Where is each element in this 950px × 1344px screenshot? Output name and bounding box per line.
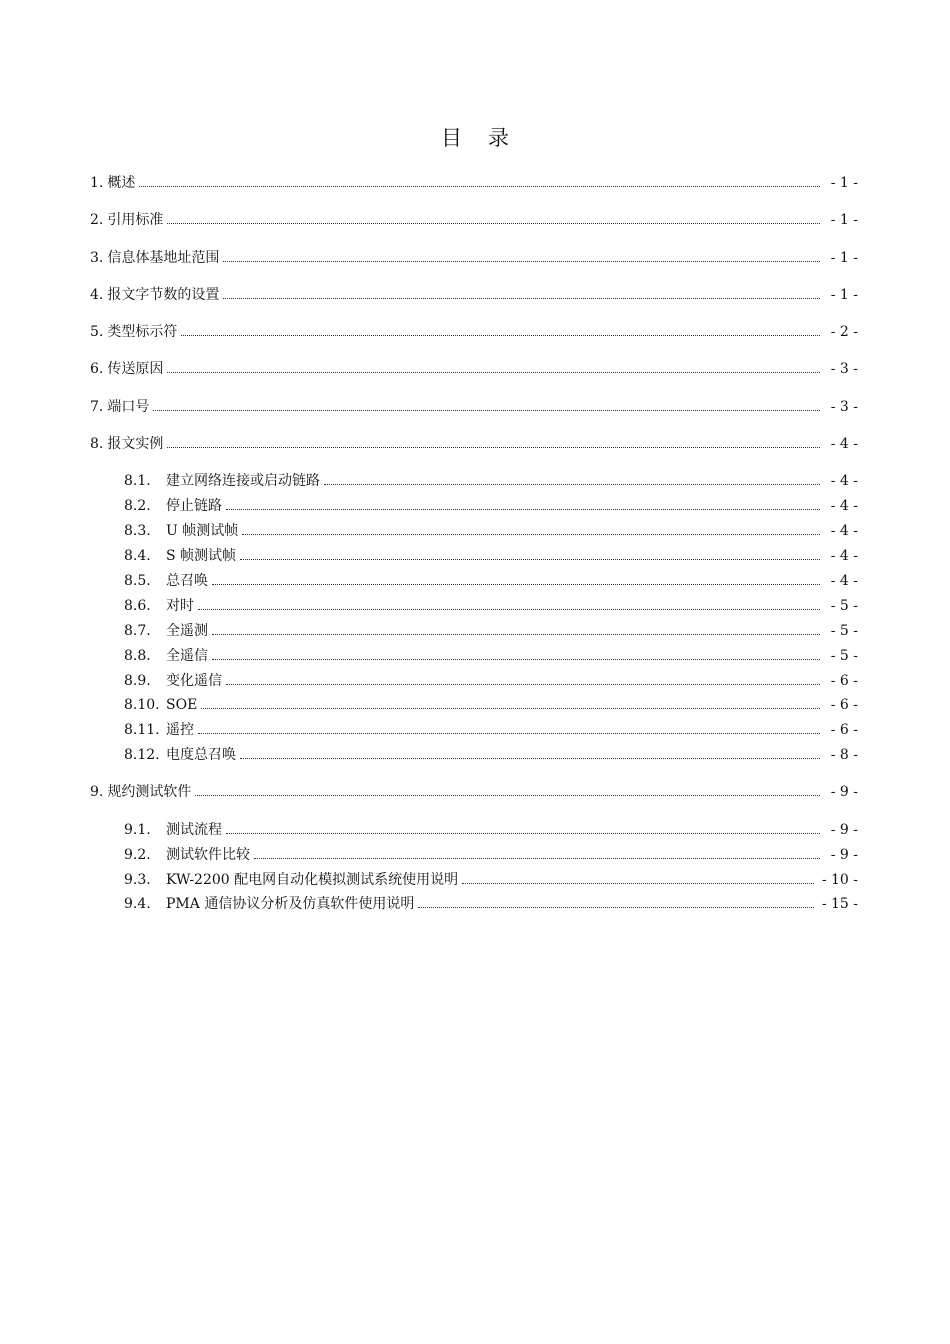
toc-entry[interactable] [90, 672, 858, 697]
toc-entry[interactable] [90, 323, 858, 360]
toc-leader-dots [212, 648, 820, 660]
toc-entry-page: - 10 - [821, 871, 858, 888]
toc-entry[interactable] [90, 435, 858, 472]
toc-leader-dots [153, 399, 820, 411]
toc-entry-label: PMA 通信协议分析及仿真软件使用说明 [166, 896, 415, 913]
toc-entry-number: 8.4. [124, 548, 151, 565]
toc-entry[interactable] [90, 522, 858, 547]
toc-leader-dots [226, 498, 820, 510]
toc-leader-dots [223, 287, 820, 299]
toc-entry-label: KW-2200 配电网自动化模拟测试系统使用说明 [166, 871, 459, 888]
toc-leader-dots [223, 250, 820, 262]
toc-entry-label: SOE [166, 697, 198, 714]
toc-entry[interactable] [90, 696, 858, 721]
toc-entry-number: 1. [90, 175, 104, 191]
toc-entry-number: 9.4. [124, 896, 151, 913]
toc-entry-page: - 3 - [830, 361, 858, 378]
toc-entry-page: - 9 - [830, 846, 858, 863]
toc-leader-dots [181, 324, 820, 336]
toc-entry-number: 8.1. [124, 473, 151, 490]
toc-entry-page: - 9 - [830, 784, 858, 801]
toc-entry-number: 9. [90, 784, 104, 801]
toc-entry[interactable] [90, 783, 858, 820]
toc-entry-number: 8.7. [124, 622, 151, 639]
toc-entry-label: 信息体基地址范围 [107, 249, 220, 266]
toc-entry[interactable] [90, 597, 858, 622]
toc-entry-page: - 5 - [830, 647, 858, 664]
toc-leader-dots [418, 896, 813, 908]
toc-entry-number: 8.9. [124, 672, 151, 689]
toc-entry-label: 建立网络连接或启动链路 [166, 473, 320, 490]
toc-entry-page: - 6 - [830, 672, 858, 689]
toc-entry-page: - 4 - [830, 498, 858, 515]
toc-entry-number: 9.3. [124, 871, 151, 888]
toc-entry-number: 8.5. [124, 572, 151, 589]
toc-entry[interactable] [90, 622, 858, 647]
toc-entry-label: 测试流程 [166, 821, 222, 838]
toc-entry[interactable] [90, 174, 858, 211]
toc-entry-label: 引用标准 [107, 212, 164, 229]
toc-entry-number: 8.11. [124, 722, 160, 739]
toc-entry-label: 报文实例 [107, 436, 164, 453]
toc-leader-dots [139, 175, 820, 187]
toc-entry-label: 变化遥信 [166, 672, 222, 689]
toc-leader-dots [226, 673, 820, 685]
toc-leader-dots [254, 847, 820, 859]
toc-entry-number: 9.1. [124, 821, 151, 838]
toc-entry[interactable] [90, 286, 858, 323]
toc-title-char-1: 目 [441, 126, 462, 150]
toc-leader-dots [167, 436, 820, 448]
toc-leader-dots [240, 747, 820, 759]
toc-entry-label: 全遥测 [166, 622, 208, 639]
toc-entry-page: - 5 - [830, 597, 858, 614]
toc-entry-page: - 5 - [830, 622, 858, 639]
toc-entry-page: - 1 - [830, 286, 858, 303]
toc-entry-number: 3. [90, 249, 104, 266]
toc-entry-number: 8.8. [124, 647, 151, 664]
toc-entry-label: 传送原因 [107, 361, 164, 378]
toc-entry-page: - 9 - [830, 821, 858, 838]
toc-entry-page: - 4 - [830, 572, 858, 589]
toc-entry-number: 8.6. [124, 597, 151, 614]
toc-entry-label: 报文字节数的设置 [107, 286, 220, 303]
toc-entry-page: - 15 - [821, 896, 858, 913]
toc-entry-label: 电度总召唤 [166, 747, 236, 764]
toc-entry[interactable] [90, 547, 858, 572]
toc-leader-dots [198, 722, 820, 734]
toc-entry[interactable] [90, 746, 858, 783]
toc-leader-dots [201, 697, 820, 709]
toc-title-char-2: 录 [488, 126, 509, 150]
toc-entry-label: 端口号 [107, 398, 150, 415]
toc-entry-page: - 3 - [830, 398, 858, 415]
toc-entry-number: 8.10. [124, 697, 160, 714]
toc-entry-page: - 4 - [830, 548, 858, 565]
toc-entry-page: - 2 - [830, 324, 858, 341]
toc-leader-dots [240, 548, 820, 560]
toc-entry-number: 8. [90, 436, 104, 453]
toc-entry-label: 全遥信 [166, 647, 208, 664]
toc-entry[interactable] [90, 895, 858, 920]
toc-entry[interactable] [90, 721, 858, 746]
toc-leader-dots [167, 212, 820, 224]
toc-entry-number: 8.12. [124, 747, 160, 764]
toc-entry-page: - 8 - [830, 747, 858, 764]
toc-leader-dots [198, 598, 820, 610]
toc-entry-label: 对时 [166, 597, 194, 614]
toc-leader-dots [212, 623, 820, 635]
toc-entry[interactable] [90, 211, 858, 248]
toc-entry-label: 规约测试软件 [107, 784, 192, 801]
toc-entry-number: 8.3. [124, 523, 151, 540]
toc-entry-label: 总召唤 [166, 572, 208, 589]
toc-entry[interactable] [90, 871, 858, 896]
toc-entry-number: 9.2. [124, 846, 151, 863]
toc-entry[interactable] [90, 472, 858, 497]
table-of-contents [90, 174, 858, 920]
toc-entry-page: - 4 - [830, 473, 858, 490]
toc-entry[interactable] [90, 360, 858, 397]
toc-entry-label: S 帧测试帧 [166, 548, 237, 565]
toc-entry[interactable] [90, 249, 858, 286]
toc-entry[interactable] [90, 821, 858, 846]
toc-entry-page: - 1 - [830, 175, 858, 191]
toc-entry-number: 2. [90, 212, 104, 229]
toc-entry-label: 停止链路 [166, 498, 222, 515]
toc-entry[interactable] [90, 497, 858, 522]
toc-entry-number: 5. [90, 324, 104, 341]
toc-entry-label: 概述 [107, 175, 136, 191]
toc-entry-number: 8.2. [124, 498, 151, 515]
toc-leader-dots [212, 573, 820, 585]
toc-leader-dots [324, 473, 820, 485]
toc-leader-dots [195, 784, 820, 796]
toc-entry-page: - 4 - [830, 523, 858, 540]
toc-entry-page: - 1 - [830, 249, 858, 266]
toc-entry[interactable] [90, 846, 858, 871]
toc-entry-number: 6. [90, 361, 104, 378]
toc-entry-label: U 帧测试帧 [166, 523, 239, 540]
toc-entry-label: 类型标示符 [107, 324, 178, 341]
toc-title [0, 122, 950, 152]
toc-entry-number: 7. [90, 398, 104, 415]
toc-leader-dots [242, 523, 820, 535]
toc-entry[interactable] [90, 647, 858, 672]
toc-entry-page: - 6 - [830, 697, 858, 714]
toc-entry-number: 4. [90, 286, 104, 303]
toc-entry-page: - 1 - [830, 212, 858, 229]
toc-leader-dots [226, 822, 820, 834]
toc-entry-page: - 4 - [830, 436, 858, 453]
toc-leader-dots [167, 361, 820, 373]
toc-entry[interactable] [90, 398, 858, 435]
toc-leader-dots [462, 872, 814, 884]
toc-entry[interactable] [90, 572, 858, 597]
toc-entry-page: - 6 - [830, 722, 858, 739]
toc-entry-label: 测试软件比较 [166, 846, 250, 863]
toc-entry-label: 遥控 [166, 722, 194, 739]
